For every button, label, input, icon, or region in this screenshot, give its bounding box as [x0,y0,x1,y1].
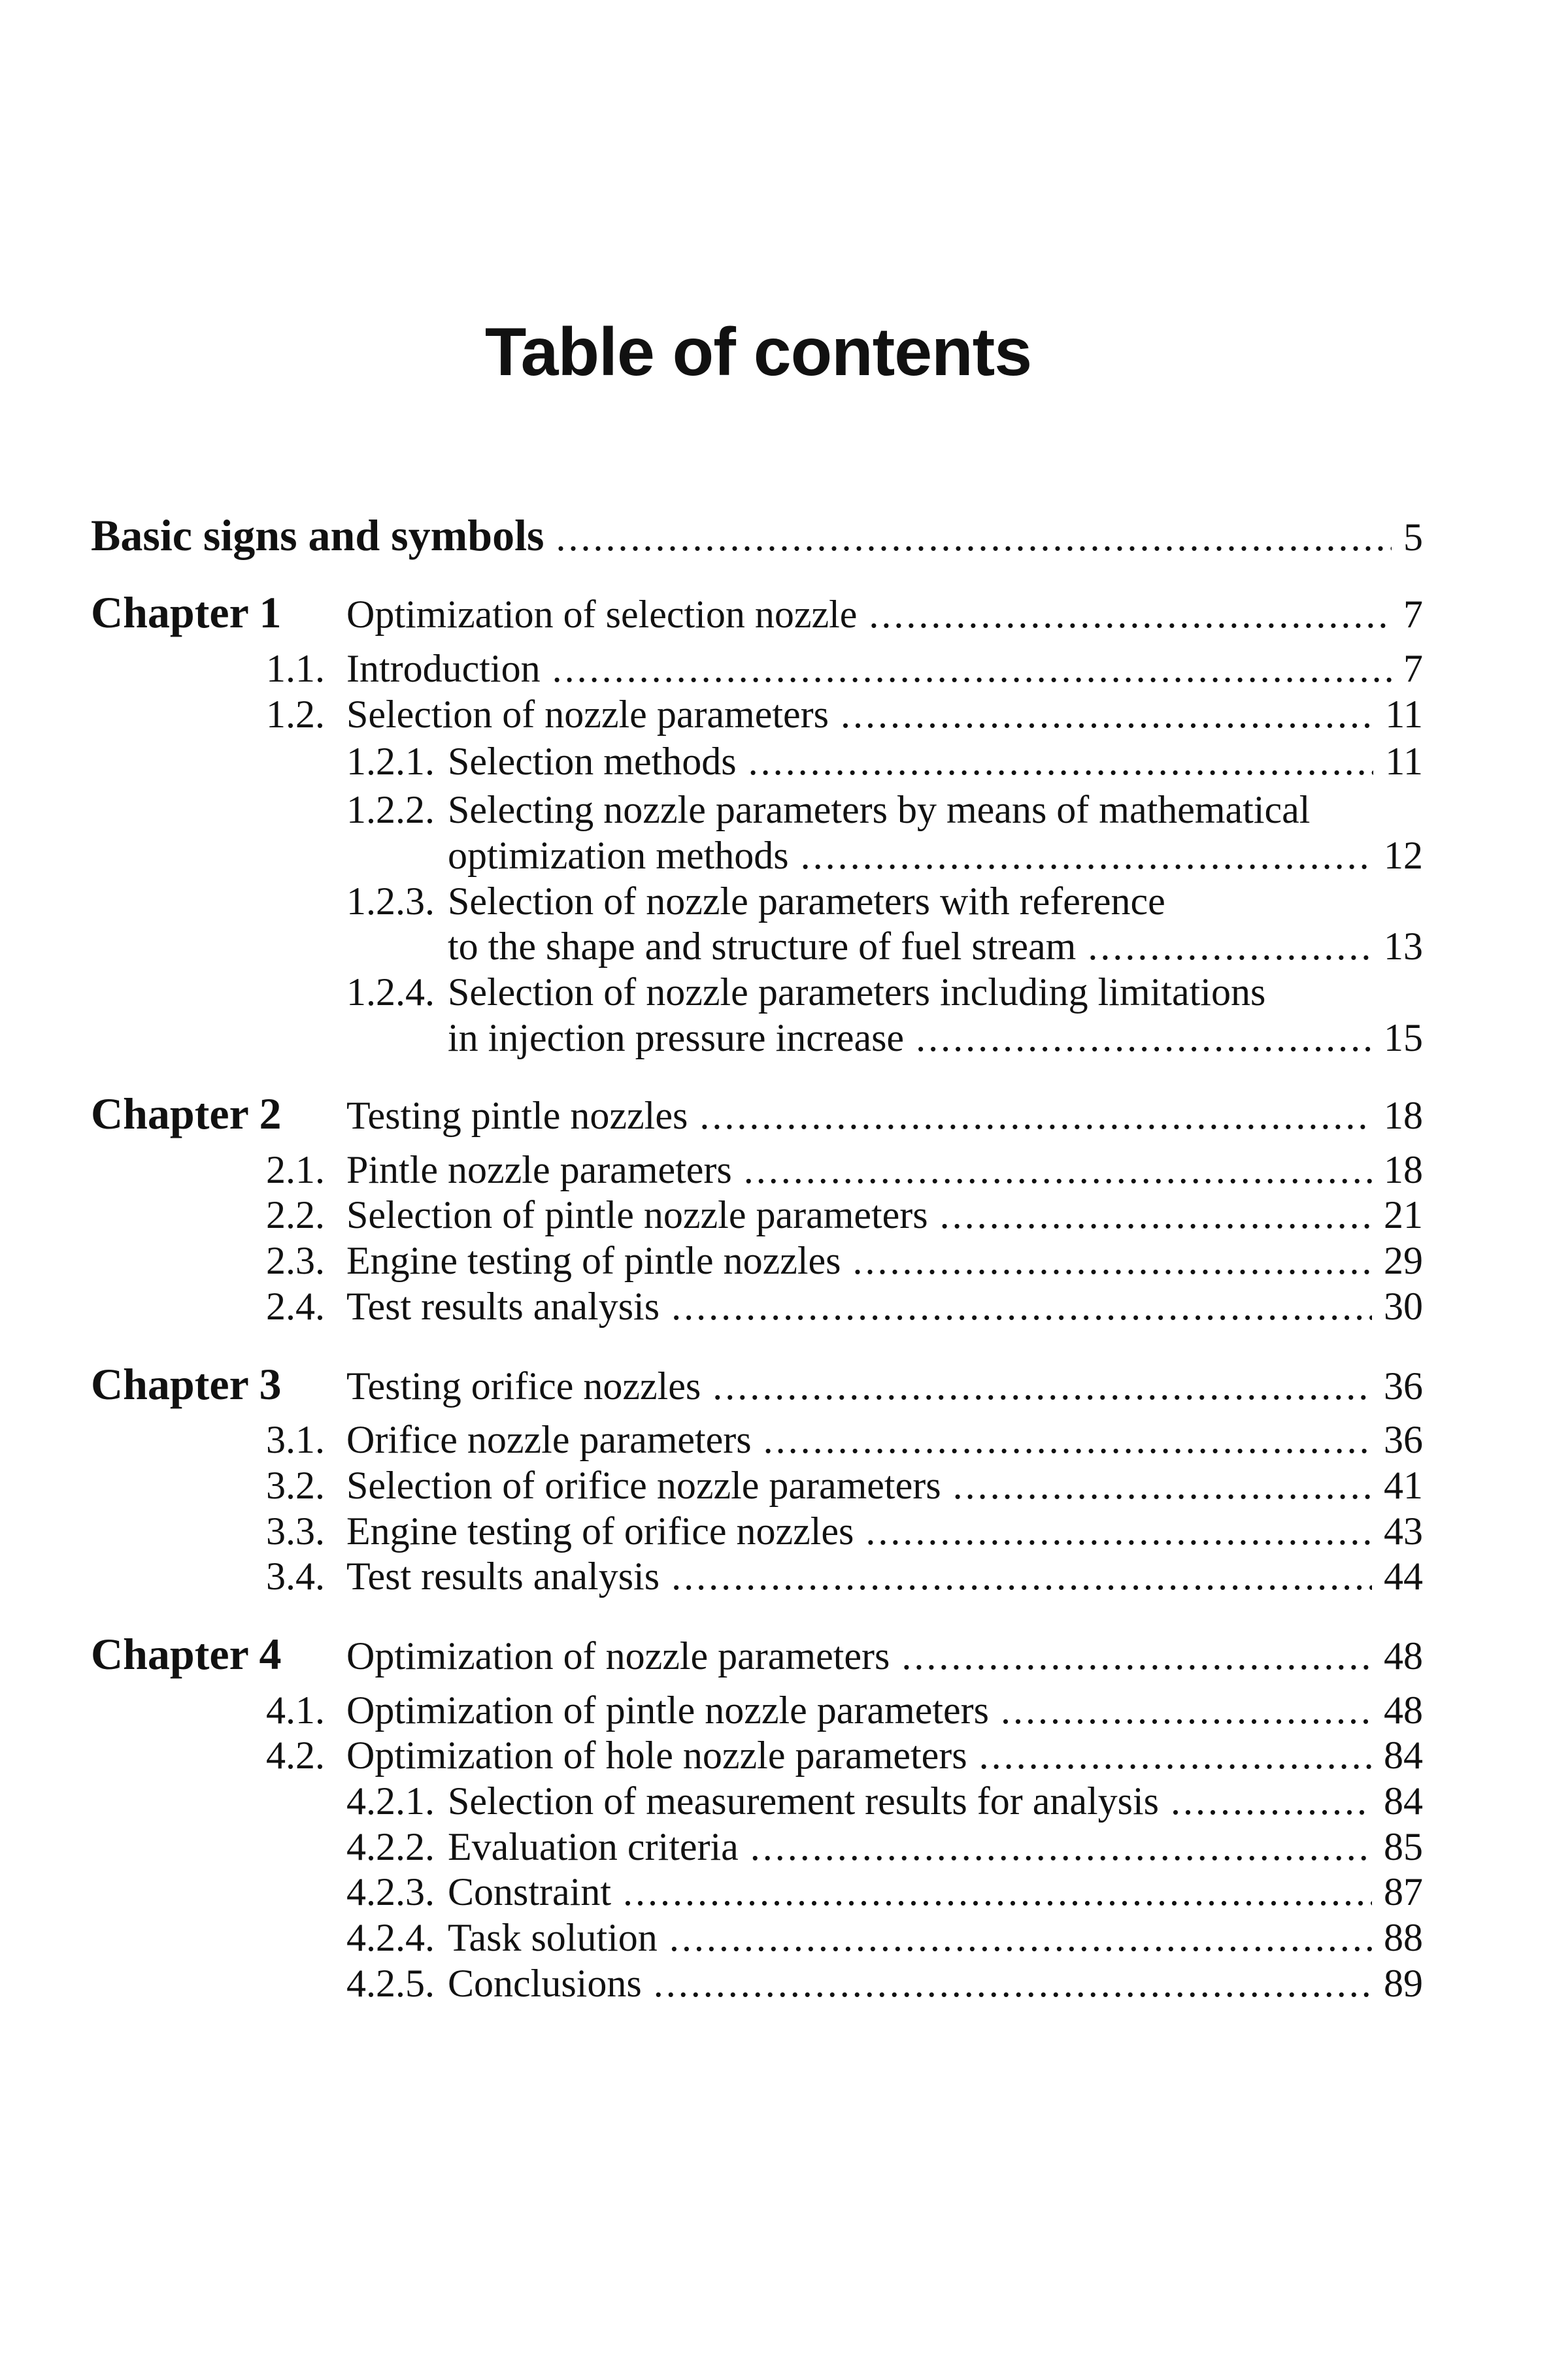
entry-page: 84 [1384,1734,1423,1777]
entry-number: 4.2.4. [346,1916,435,1959]
toc-entry[interactable] [266,1238,1423,1291]
entry-title: Optimization of hole nozzle parameters [346,1734,967,1777]
entry-number: 3.2. [266,1464,325,1507]
entry-page: 87 [1384,1870,1423,1913]
entry-page: 12 [1384,834,1423,877]
entry-page: 84 [1384,1779,1423,1823]
entry-title: optimization methods [448,834,789,877]
toc-entry[interactable] [346,1825,1423,1877]
entry-title: Test results analysis [346,1285,660,1328]
dot-leader [712,1364,1372,1409]
entry-title: Selecting nozzle parameters by means of mathematical [448,788,1311,831]
entry-title: Selection of measurement results for analysis [448,1779,1160,1823]
dot-leader [763,1417,1372,1463]
entry-title: Conclusions [448,1962,642,2005]
toc-chapter-2[interactable] [91,1088,1423,1140]
entry-number: 4.1. [266,1689,325,1732]
entry-page: 15 [1384,1016,1423,1059]
entry-title: in injection pressure increase [448,1016,905,1059]
entry-title: to the shape and structure of fuel stream [448,925,1077,968]
entry-number: 2.1. [266,1148,325,1191]
toc-entry[interactable] [346,879,1423,931]
entry-number: 4.2.5. [346,1962,435,2005]
entry-page: 85 [1384,1825,1423,1868]
toc-entry-basic-signs[interactable] [91,510,1423,562]
toc-entry[interactable] [266,646,1423,699]
dot-leader [953,1463,1372,1508]
entry-page: 7 [1403,647,1423,690]
entry-page: 43 [1384,1510,1423,1553]
entry-page: 30 [1384,1285,1423,1328]
toc-entry[interactable] [266,692,1423,744]
entry-title: Selection methods [448,740,737,783]
dot-leader [671,1284,1372,1329]
dot-leader [1088,924,1372,969]
dot-leader [623,1870,1372,1915]
entry-title: Orifice nozzle parameters [346,1418,752,1461]
entry-page: 48 [1384,1689,1423,1732]
dot-leader [940,1193,1372,1238]
entry-number: 4.2.1. [346,1779,435,1823]
entry-page: 5 [1403,516,1423,559]
entry-number: 1.2. [266,693,325,736]
dot-leader [1001,1688,1372,1733]
chapter-label: Chapter 2 [91,1089,282,1138]
toc-entry-continued[interactable] [346,833,1423,885]
toc-entry[interactable] [266,1733,1423,1785]
entry-page: 11 [1385,740,1423,783]
entry-page: 88 [1384,1916,1423,1959]
toc-entry[interactable] [346,1870,1423,1922]
entry-page: 36 [1384,1364,1423,1408]
entry-number: 4.2.2. [346,1825,435,1868]
dot-leader [556,515,1392,560]
toc-entry[interactable] [266,1463,1423,1515]
toc-entry[interactable] [346,970,1423,1022]
entry-title: Engine testing of orifice nozzles [346,1510,854,1553]
entry-number: 2.3. [266,1239,325,1282]
entry-title: Evaluation criteria [448,1825,739,1868]
entry-title: Optimization of selection nozzle [346,593,858,636]
entry-number: 3.3. [266,1510,325,1553]
toc-chapter-3[interactable] [91,1359,1423,1411]
entry-title: Testing pintle nozzles [346,1094,688,1137]
entry-number: 2.4. [266,1285,325,1328]
entry-page: 7 [1403,593,1423,636]
toc-entry-continued[interactable] [346,924,1423,976]
dot-leader [841,692,1373,737]
toc-entry[interactable] [266,1688,1423,1740]
page-title: Table of contents [484,314,1032,390]
entry-number: 3.1. [266,1418,325,1461]
toc-entry-continued[interactable] [346,1016,1423,1068]
toc-entry[interactable] [346,739,1423,791]
dot-leader [671,1554,1372,1599]
dot-leader [865,1509,1372,1554]
toc-entry[interactable] [266,1417,1423,1470]
dot-leader [901,1634,1372,1679]
dot-leader [801,833,1372,878]
toc-entry[interactable] [266,1148,1423,1200]
entry-title: Optimization of nozzle parameters [346,1634,890,1678]
dot-leader [669,1915,1372,1960]
entry-title: Testing orifice nozzles [346,1364,701,1408]
entry-page: 18 [1384,1094,1423,1137]
entry-number: 4.2. [266,1734,325,1777]
entry-title: Introduction [346,647,541,690]
entry-page: 11 [1385,693,1423,736]
toc-entry[interactable] [266,1554,1423,1606]
toc-chapter-4[interactable] [91,1628,1423,1681]
entry-title: Selection of nozzle parameters with reference [448,880,1165,923]
chapter-label: Chapter 3 [91,1359,282,1409]
dot-leader [852,1238,1372,1283]
toc-entry[interactable] [346,1961,1423,2013]
entry-title: Pintle nozzle parameters [346,1148,732,1191]
toc-entry[interactable] [266,1509,1423,1561]
entry-page: 21 [1384,1193,1423,1236]
entry-page: 36 [1384,1418,1423,1461]
chapter-label: Chapter 1 [91,587,282,637]
entry-page: 48 [1384,1634,1423,1678]
entry-title: Engine testing of pintle nozzles [346,1239,841,1282]
toc-entry[interactable] [266,1193,1423,1245]
entry-title: Selection of pintle nozzle parameters [346,1193,928,1236]
toc-entry[interactable] [346,787,1423,840]
dot-leader [869,592,1392,637]
entry-page: 29 [1384,1239,1423,1282]
entry-page: 44 [1384,1555,1423,1598]
toc-entry[interactable] [346,1915,1423,1968]
chapter-label: Chapter 4 [91,1629,282,1679]
entry-number: 1.1. [266,647,325,690]
toc-entry[interactable] [346,1779,1423,1831]
dot-leader [1171,1779,1372,1824]
entry-title: Task solution [448,1916,658,1959]
dot-leader [979,1733,1372,1778]
entry-title: Basic signs and symbols [91,510,544,560]
entry-number: 1.2.3. [346,880,435,923]
dot-leader [750,1825,1372,1870]
dot-leader [744,1148,1372,1193]
entry-number: 4.2.3. [346,1870,435,1913]
entry-number: 3.4. [266,1555,325,1598]
entry-title: Test results analysis [346,1555,660,1598]
dot-leader [916,1016,1372,1061]
entry-number: 2.2. [266,1193,325,1236]
entry-title: Selection of nozzle parameters [346,693,829,736]
entry-title: Optimization of pintle nozzle parameters [346,1689,989,1732]
dot-leader [552,646,1392,691]
entry-page: 18 [1384,1148,1423,1191]
toc-chapter-1[interactable] [91,587,1423,639]
entry-page: 41 [1384,1464,1423,1507]
entry-page: 89 [1384,1962,1423,2005]
entry-number: 1.2.1. [346,740,435,783]
entry-number: 1.2.4. [346,970,435,1014]
entry-number: 1.2.2. [346,788,435,831]
dot-leader [748,739,1374,784]
entry-title: Selection of orifice nozzle parameters [346,1464,941,1507]
entry-title: Selection of nozzle parameters including limitations [448,970,1266,1014]
entry-page: 13 [1384,925,1423,968]
toc-entry[interactable] [266,1284,1423,1336]
dot-leader [699,1093,1372,1138]
entry-title: Constraint [448,1870,611,1913]
dot-leader [654,1961,1372,2006]
